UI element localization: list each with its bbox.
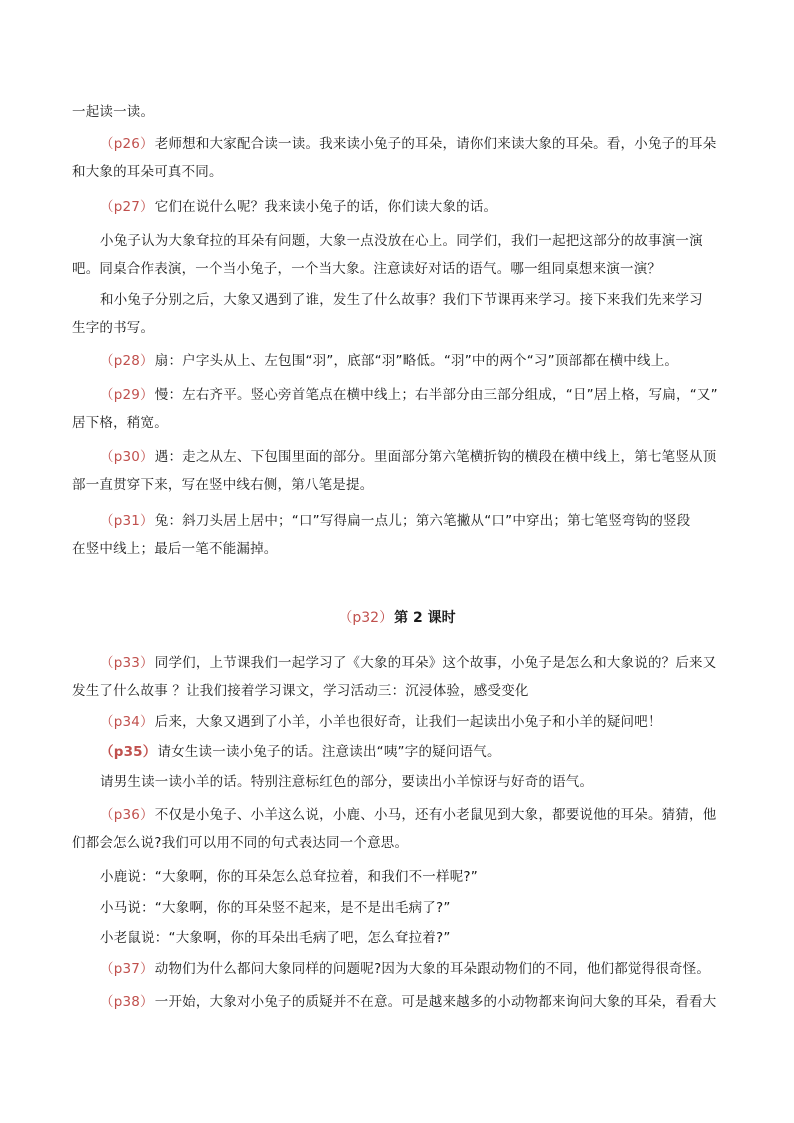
section-heading — [0, 609, 794, 627]
paragraph-line: （p28）扇：户字头从上、左包围“羽”，底部“羽”略低。“羽”中的两个“习”顶部都在横中线上。 — [100, 353, 679, 369]
paragraph-line: 小老鼠说：“大象啊，你的耳朵出毛病了吧，怎么耷拉着?” — [100, 930, 451, 946]
page-tag: （p29） — [100, 387, 154, 403]
paragraph-line: （p29）慢：左右齐平。竖心旁首笔点在横中线上；右半部分由三部分组成，“日”居上格，写扁，“又” — [100, 387, 718, 403]
paragraph-line: （p35）请女生读一读小兔子的话。注意读出“咦”字的疑问语气。 — [100, 744, 501, 760]
paragraph-line: 一起读一读。 — [72, 104, 155, 120]
page-tag: （p28） — [100, 353, 154, 369]
page-tag: （p34） — [100, 714, 154, 730]
paragraph-line: 和小兔子分别之后，大象又遇到了谁，发生了什么故事？我们下节课再来学习。接下来我们先来学习 — [100, 292, 703, 308]
paragraph-line: 小鹿说：“大象啊，你的耳朵怎么总耷拉着，和我们不一样呢?” — [100, 869, 478, 885]
paragraph-line: 吧。同桌合作表演，一个当小兔子，一个当大象。注意读好对话的语气。哪一组同桌想来演一演？ — [72, 261, 662, 277]
page-tag: （p35） — [100, 744, 157, 760]
heading-title: 第 2 课时 — [394, 610, 456, 626]
page-tag: （p33） — [100, 655, 154, 671]
page-tag: （p37） — [100, 961, 154, 977]
page-tag: （p36） — [100, 807, 154, 823]
paragraph-line: （p38）一开始，大象对小兔子的质疑并不在意。可是越来越多的小动物都来询问大象的耳朵，看看大 — [100, 994, 717, 1010]
paragraph-line: 发生了什么故事 ？让我们接着学习课文，学习活动三：沉浸体验，感受变化 — [72, 683, 529, 699]
paragraph-line: （p33）同学们，上节课我们一起学习了《大象的耳朵》这个故事，小兔子是怎么和大象说的？后来又 — [100, 655, 717, 671]
paragraph-line: 请男生读一读小羊的话。特别注意标红色的部分，要读出小羊惊讶与好奇的语气。 — [100, 774, 594, 790]
paragraph-line: （p30）遇：走之从左、下包围里面的部分。里面部分第六笔横折钩的横段在横中线上，第七笔竖从顶 — [100, 449, 717, 465]
paragraph-line: （p26）老师想和大家配合读一读。我来读小兔子的耳朵，请你们来读大象的耳朵。看，小兔子的耳朵 — [100, 136, 717, 152]
paragraph-line: 生字的书写。 — [72, 320, 155, 336]
paragraph-line: 和大象的耳朵可真不同。 — [72, 164, 223, 180]
page-tag: （p30） — [100, 449, 154, 465]
paragraph-line: 们都会怎么说?我们可以用不同的句式表达同一个意思。 — [72, 835, 409, 851]
page-tag: （p38） — [100, 994, 154, 1010]
paragraph-line: （p27）它们在说什么呢？我来读小兔子的话，你们读大象的话。 — [100, 199, 498, 215]
paragraph-line: （p37）动物们为什么都问大象同样的问题呢?因为大象的耳朵跟动物们的不同，他们都觉得很奇怪。 — [100, 961, 711, 977]
paragraph-line: （p36）不仅是小兔子、小羊这么说，小鹿、小马，还有小老鼠见到大象，都要说他的耳朵。猜猜，他 — [100, 807, 717, 823]
page-tag: （p26） — [100, 136, 154, 152]
paragraph-line: 居下格，稍宽。 — [72, 415, 168, 431]
paragraph-line: （p34）后来，大象又遇到了小羊，小羊也很好奇，让我们一起读出小兔子和小羊的疑问吧！ — [100, 714, 662, 730]
paragraph-line: （p31）兔：斜刀头居上居中；“口”写得扁一点儿；第六笔撇从“口”中穿出；第七笔竖弯钩的竖段 — [100, 513, 691, 529]
page-tag: （p27） — [100, 199, 154, 215]
paragraph-line: 部一直贯穿下来，写在竖中线右侧，第八笔是提。 — [72, 477, 374, 493]
paragraph-line: 小兔子认为大象耷拉的耳朵有问题，大象一点没放在心上。同学们，我们一起把这部分的故事演一演 — [100, 233, 703, 249]
page-tag: （p31） — [100, 513, 154, 529]
page-tag: （p32） — [338, 610, 394, 626]
paragraph-line: 小马说：“大象啊，你的耳朵竖不起来，是不是出毛病了?” — [100, 900, 451, 916]
paragraph-line: 在竖中线上；最后一笔不能漏掉。 — [72, 541, 278, 557]
